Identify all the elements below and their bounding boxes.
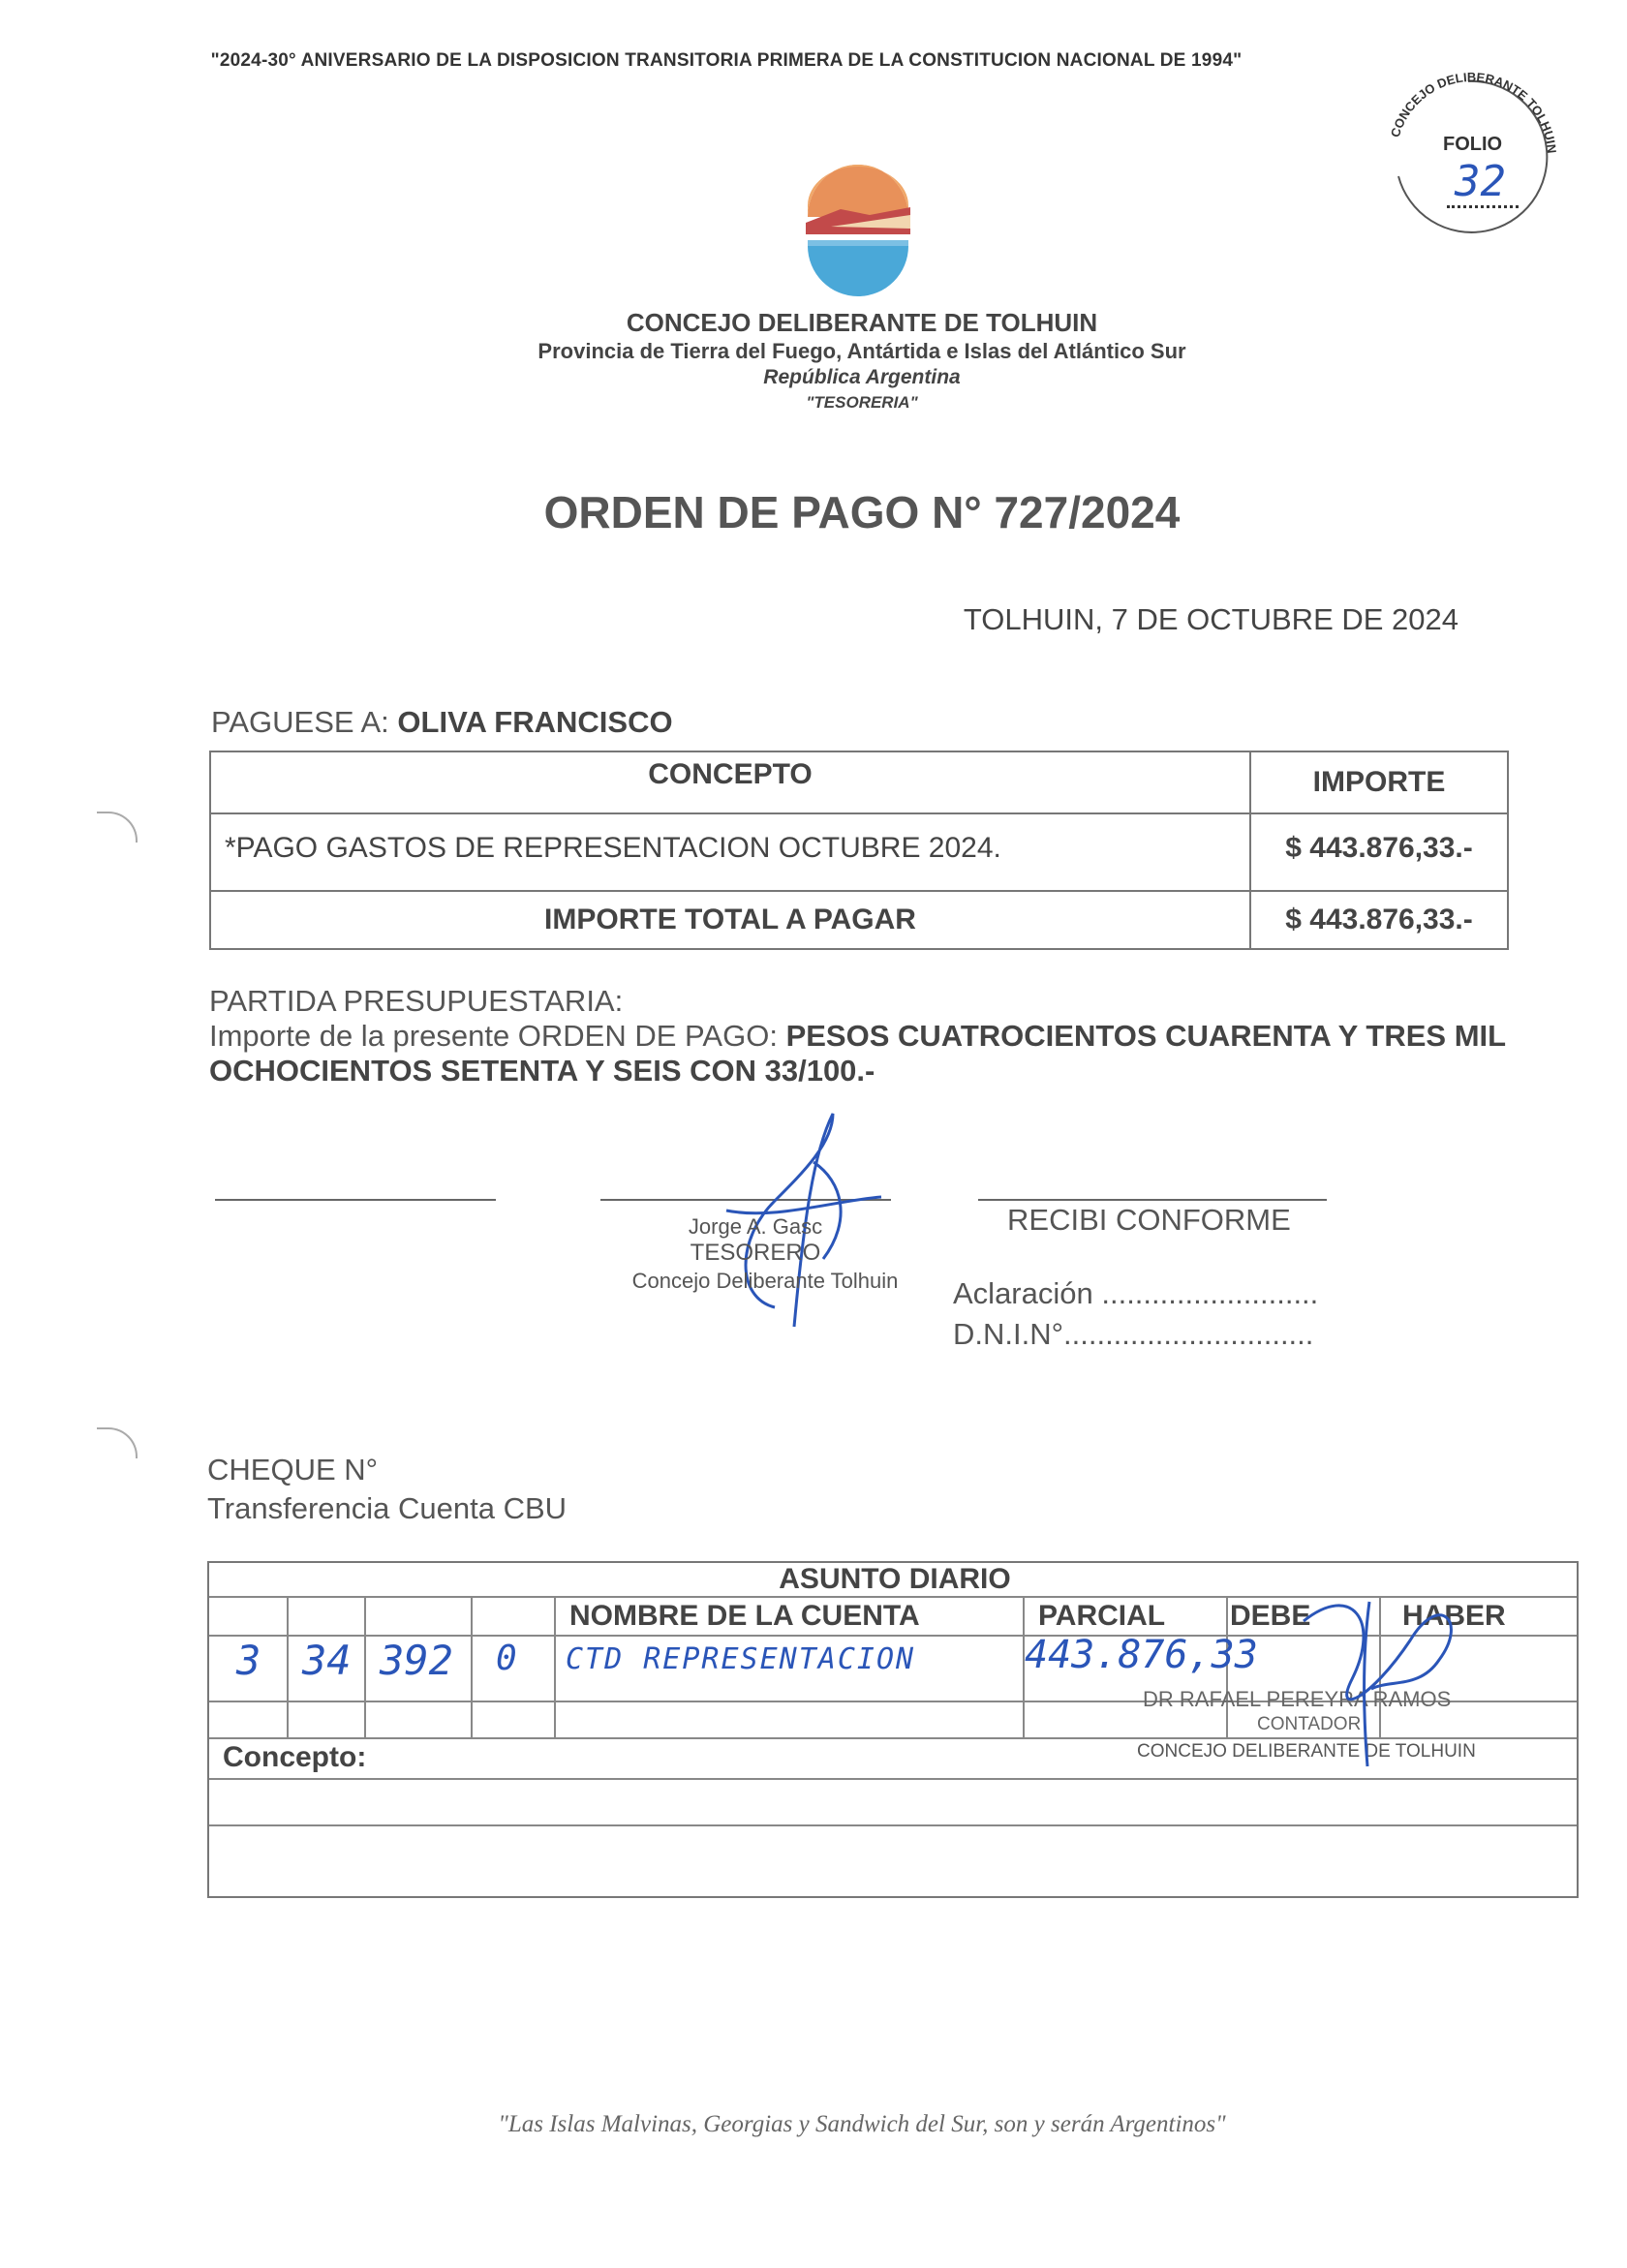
payee-label: PAGUESE A: (211, 705, 389, 739)
amount-header: IMPORTE (1250, 751, 1508, 813)
accountant-role: CONTADOR (1257, 1714, 1362, 1734)
dni-field: D.N.I.N°.............................. (953, 1317, 1314, 1351)
treasurer-name: Jorge A. Gasc (688, 1214, 823, 1239)
accountant-signature-scribble (1294, 1582, 1488, 1776)
document-date: TOLHUIN, 7 DE OCTUBRE DE 2024 (963, 602, 1458, 636)
transfer-label: Transferencia Cuenta CBU (207, 1491, 568, 1525)
org-name: CONCEJO DELIBERANTE DE TOLHUIN (626, 308, 1098, 337)
budget-section (209, 984, 1526, 1088)
anniversary-banner: "2024-30° ANIVERSARIO DE LA DISPOSICION TRANSITORIA PRIMERA DE LA CONSTITUCION NACIONAL DE 1994" (210, 50, 1243, 71)
folio-label: FOLIO (1443, 134, 1503, 155)
punch-mark-top (97, 812, 138, 843)
hand-account-name: CTD REPRESENTACION (566, 1642, 916, 1676)
hand-code-2: 34 (302, 1637, 352, 1684)
page-title: ORDEN DE PAGO N° 727/2024 (543, 487, 1181, 537)
folio-dots (1447, 205, 1519, 208)
stamp-ring-text: CONCEJO DELIBERANTE TOLHUIN (1387, 69, 1560, 154)
receipt-label: RECIBI CONFORME (1007, 1203, 1291, 1237)
folio-stamp (1375, 60, 1569, 254)
total-label: IMPORTE TOTAL A PAGAR (210, 891, 1250, 949)
hand-code-1: 3 (236, 1637, 261, 1684)
col-debit-header: DEBE (1230, 1600, 1311, 1632)
concept-cell: *PAGO GASTOS DE REPRESENTACION OCTUBRE 2024. (210, 813, 1250, 891)
aclaracion-field: Aclaración .......................... (953, 1276, 1319, 1310)
department-name: "TESORERIA" (806, 393, 918, 412)
accountant-name: DR RAFAEL PEREYRA RAMOS (1143, 1687, 1452, 1711)
country-name: República Argentina (763, 366, 961, 388)
budget-label: PARTIDA PRESUPUESTARIA: (209, 984, 624, 1018)
journal-grid (207, 1561, 1579, 1898)
treasurer-role: TESORERO (690, 1240, 821, 1266)
folio-number: 32 (1455, 157, 1506, 206)
amount-words-prefix: Importe de la presente ORDEN DE PAGO: (209, 1019, 778, 1053)
total-amount: $ 443.876,33.- (1250, 891, 1508, 949)
journal-title: ASUNTO DIARIO (779, 1563, 1011, 1595)
hand-partial-amount: 443.876,33 (1025, 1633, 1258, 1677)
signature-line-left (215, 1199, 496, 1201)
amount-cell: $ 443.876,33.- (1250, 813, 1508, 891)
province-name: Provincia de Tierra del Fuego, Antártida e Islas del Atlántico Sur (537, 339, 1186, 363)
hand-code-3: 392 (380, 1637, 453, 1684)
payee-line (211, 705, 673, 740)
hand-code-4: 0 (496, 1639, 517, 1678)
journal-concept-label: Concepto: (223, 1741, 367, 1773)
amount-words: PESOS CUATROCIENTOS CUARENTA Y TRES MIL OCHOCIENTOS SETENTA Y SEIS CON 33/100.- (209, 1019, 1506, 1088)
col-credit-header: HABER (1402, 1600, 1506, 1632)
punch-mark-bottom (97, 1427, 138, 1458)
accountant-org: CONCEJO DELIBERANTE DE TOLHUIN (1137, 1741, 1476, 1762)
council-logo (802, 157, 914, 302)
footer-quote: "Las Islas Malvinas, Georgias y Sandwich del Sur, son y serán Argentinos" (498, 2111, 1226, 2137)
signature-line-recipient (978, 1199, 1327, 1201)
col-account-header: NOMBRE DE LA CUENTA (569, 1600, 920, 1632)
cheque-label: CHEQUE N° (207, 1453, 379, 1486)
payee-name: OLIVA FRANCISCO (397, 705, 673, 739)
payment-table (209, 751, 1509, 950)
treasurer-org: Concejo Deliberante Tolhuin (631, 1269, 899, 1293)
concept-header: CONCEPTO (210, 751, 1250, 813)
col-partial-header: PARCIAL (1038, 1600, 1166, 1632)
